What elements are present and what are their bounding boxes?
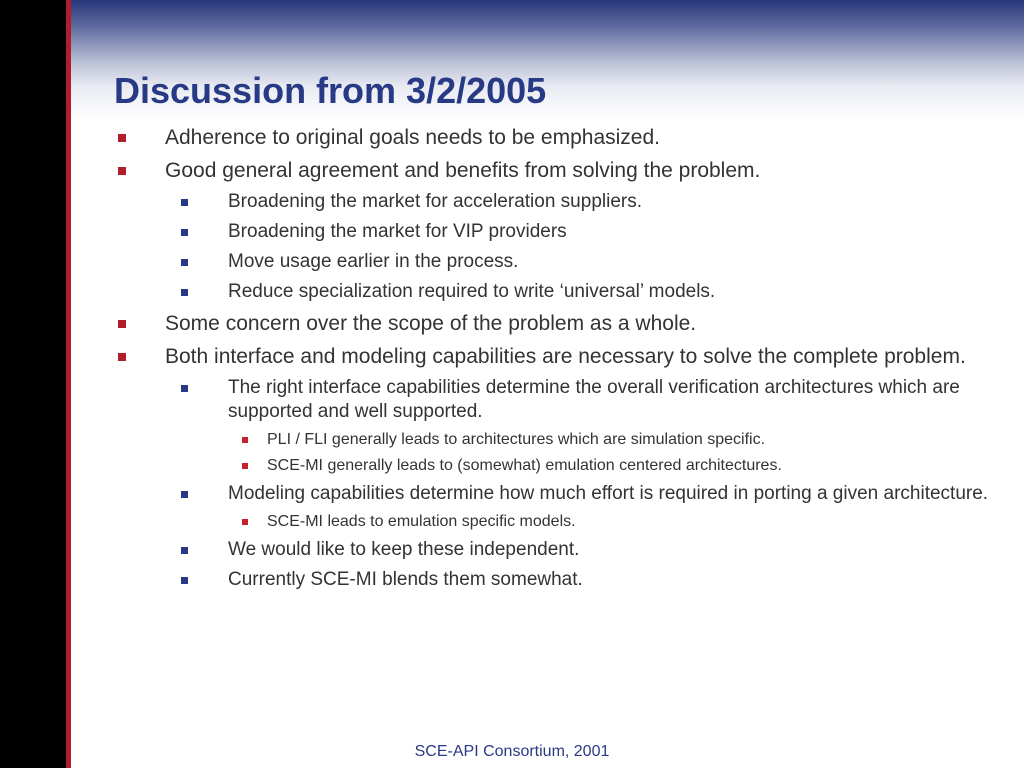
red-small-square-bullet-icon (242, 437, 248, 443)
sub-bullet-item (114, 280, 994, 304)
sub-bullet-text: Broadening the market for acceleration suppliers. (228, 191, 643, 212)
sub-bullet-text: The right interface capabilities determine the overall verification architectures which are supported and well supported. (228, 377, 960, 422)
sub-bullet-item (114, 190, 994, 214)
sub-sub-bullet-text: SCE-MI generally leads to (somewhat) emulation centered architectures. (267, 457, 782, 474)
blue-square-bullet-icon (181, 547, 188, 554)
bullet-text: Some concern over the scope of the problem as a whole. (165, 312, 697, 335)
sub-bullet-item (114, 250, 994, 274)
sub-bullet-item (114, 220, 994, 244)
blue-square-bullet-icon (181, 289, 188, 296)
sub-sub-bullet-item (114, 512, 994, 532)
bullet-item (114, 157, 994, 184)
bullet-text: Good general agreement and benefits from solving the problem. (165, 159, 761, 182)
footer-text: SCE-API Consortium, 2001 (414, 743, 610, 760)
sub-bullet-text: Broadening the market for VIP providers (228, 221, 567, 242)
red-square-bullet-icon (118, 353, 126, 361)
slide-title: Discussion from 3/2/2005 (114, 70, 547, 111)
red-small-square-bullet-icon (242, 519, 248, 525)
sub-bullet-text: Reduce specialization required to write ‘universal’ models. (228, 281, 716, 302)
bullet-text: Adherence to original goals needs to be emphasized. (165, 126, 660, 149)
bullet-text: Both interface and modeling capabilities are necessary to solve the complete problem. (165, 345, 966, 368)
red-square-bullet-icon (118, 320, 126, 328)
sub-bullet-item (114, 538, 994, 562)
sub-bullet-text: Move usage earlier in the process. (228, 251, 519, 272)
blue-square-bullet-icon (181, 229, 188, 236)
red-square-bullet-icon (118, 167, 126, 175)
sub-sub-bullet-text: SCE-MI leads to emulation specific models. (267, 513, 576, 530)
bullet-item (114, 124, 994, 151)
sub-bullet-item (114, 482, 994, 506)
red-square-bullet-icon (118, 134, 126, 142)
red-small-square-bullet-icon (242, 463, 248, 469)
blue-square-bullet-icon (181, 199, 188, 206)
blue-square-bullet-icon (181, 577, 188, 584)
sub-bullet-item (114, 376, 994, 424)
sub-bullet-text: Modeling capabilities determine how much effort is required in porting a given architecture. (228, 483, 989, 504)
blue-square-bullet-icon (181, 259, 188, 266)
sub-sub-bullet-item (114, 456, 994, 476)
left-black-band (0, 0, 66, 768)
bullet-item (114, 310, 994, 337)
bullet-list (114, 124, 994, 598)
sub-bullet-item (114, 568, 994, 592)
sub-sub-bullet-item (114, 430, 994, 450)
sub-bullet-text: We would like to keep these independent. (228, 539, 580, 560)
blue-square-bullet-icon (181, 491, 188, 498)
blue-square-bullet-icon (181, 385, 188, 392)
sub-bullet-text: Currently SCE-MI blends them somewhat. (228, 569, 583, 590)
slide-footer (0, 742, 1024, 762)
sub-sub-bullet-text: PLI / FLI generally leads to architectures which are simulation specific. (267, 431, 766, 448)
bullet-item (114, 343, 994, 370)
